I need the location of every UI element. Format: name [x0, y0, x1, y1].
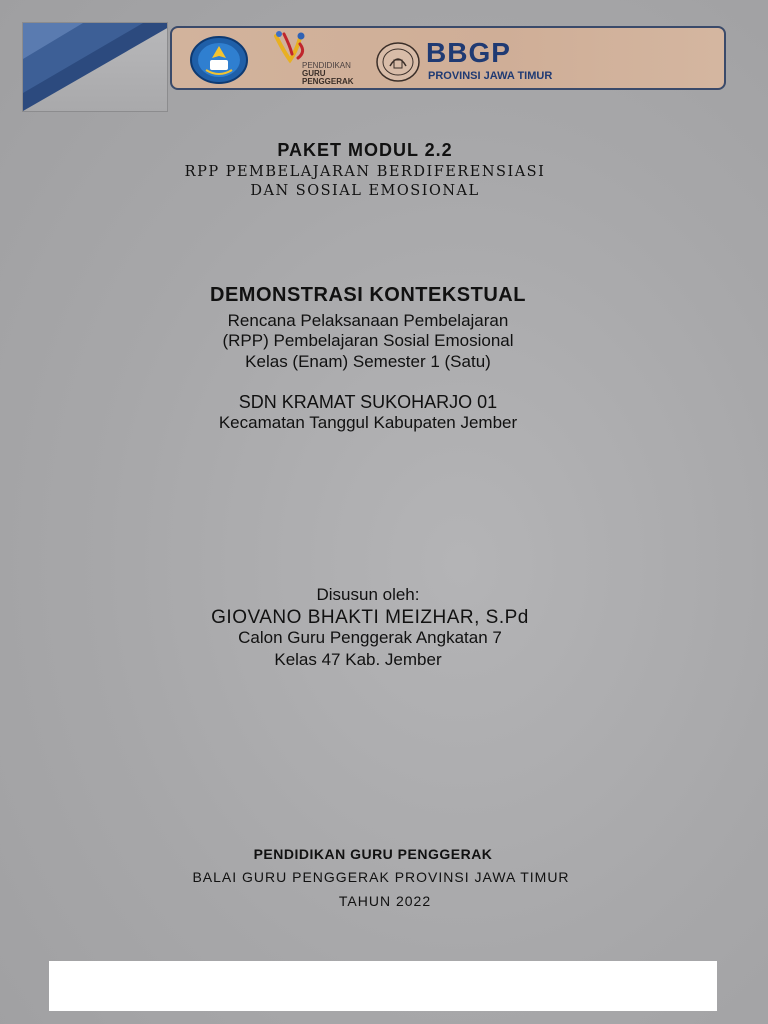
corner-decoration	[22, 22, 168, 112]
school-name: SDN KRAMAT SUKOHARJO 01	[238, 392, 498, 412]
guru-penggerak-emblem-icon	[270, 30, 310, 64]
footer-year: TAHUN 2022	[338, 893, 432, 909]
corner-stripe-graphic	[23, 23, 168, 112]
rpp-line3: Kelas (Enam) Semester 1 (Satu)	[245, 352, 491, 371]
author-label: Disusun oleh:	[316, 585, 420, 604]
header-logo-banner	[170, 26, 726, 90]
module-subtitle-line2: DAN SOSIAL EMOSIONAL	[250, 183, 480, 199]
pgp-text-line2: GURU	[302, 69, 326, 78]
footer-institution: BALAI GURU PENGGERAK PROVINSI JAWA TIMUR	[192, 869, 570, 885]
module-title: PAKET MODUL 2.2	[277, 140, 453, 160]
author-class: Kelas 47 Kab. Jember	[274, 650, 442, 669]
rpp-line1: Rencana Pelaksanaan Pembelajaran	[227, 311, 509, 330]
pgp-text-line1: PENDIDIKAN	[302, 61, 351, 70]
bbgp-subtitle: PROVINSI JAWA TIMUR	[428, 70, 553, 82]
bottom-white-panel	[49, 961, 717, 1011]
module-subtitle-line1: RPP PEMBELAJARAN BERDIFERENSIASI	[184, 164, 546, 180]
school-district: Kecamatan Tanggul Kabupaten Jember	[218, 413, 518, 432]
east-java-seal-icon	[376, 42, 420, 82]
pgp-text-line3: PENGGERAK	[302, 77, 354, 86]
footer-program: PENDIDIKAN GURU PENGGERAK	[253, 846, 493, 862]
guru-penggerak-logo	[268, 30, 356, 90]
kemendikbud-logo-icon	[190, 36, 248, 84]
bbgp-title: BBGP	[426, 37, 511, 68]
main-heading: DEMONSTRASI KONTEKSTUAL	[210, 284, 526, 306]
author-name: GIOVANO BHAKTI MEIZHAR, S.Pd	[211, 607, 529, 628]
author-role: Calon Guru Penggerak Angkatan 7	[238, 628, 502, 647]
rpp-line2: (RPP) Pembelajaran Sosial Emosional	[222, 331, 514, 350]
